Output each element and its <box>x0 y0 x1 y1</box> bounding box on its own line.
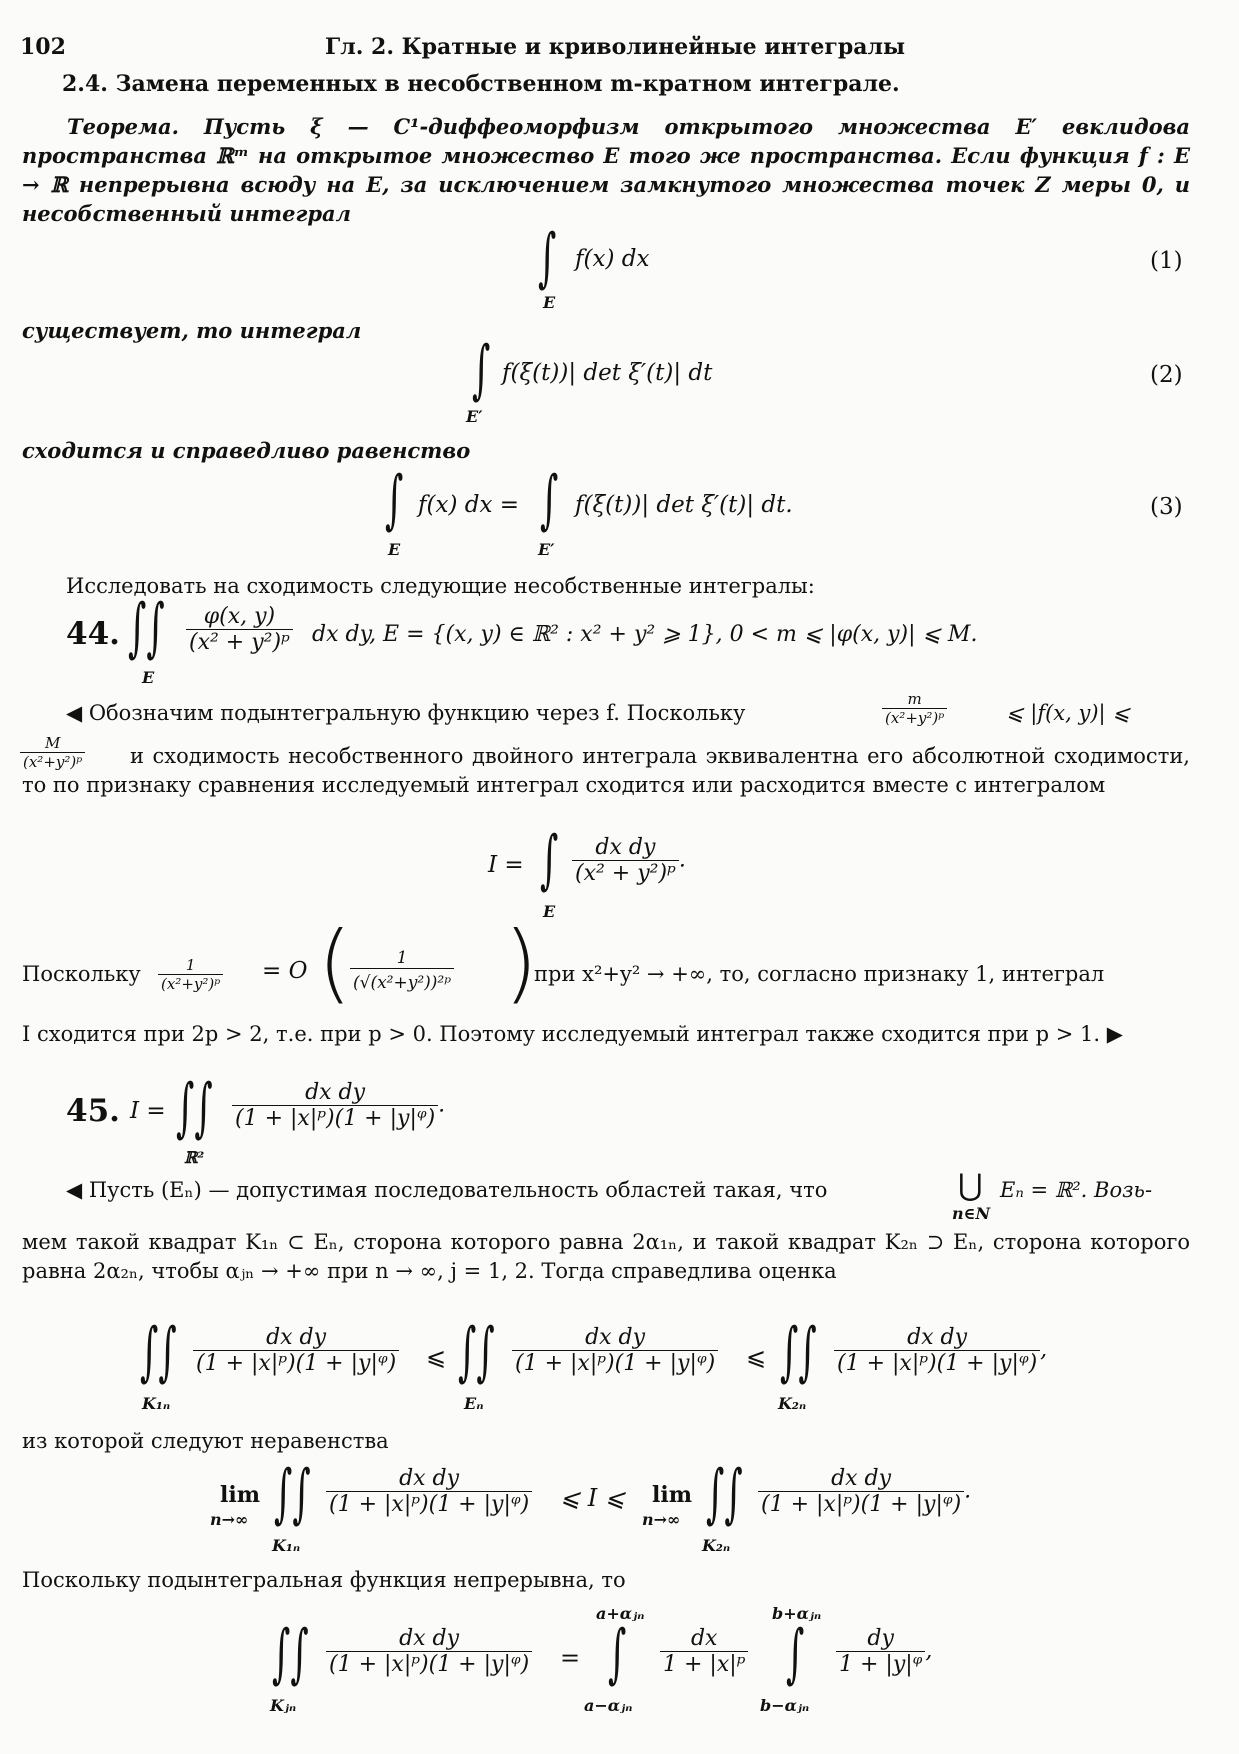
integral-sign: ∫ <box>540 463 559 537</box>
problem-44-denominator: (x² + y²)ᵖ <box>186 629 293 655</box>
double-integral-sign: ∫∫ <box>176 1071 213 1145</box>
equation-3-left: f(x) dx = <box>418 492 520 518</box>
solution-44-line-1b: ⩽ |f(x, y)| ⩽ <box>1006 701 1130 725</box>
last-integrand: $\frac{\text{dx dy}}{\text{(1 + |x|ᵖ)(1 + |y|ᵠ)}}$ <box>326 1626 532 1677</box>
lim-right: lim <box>652 1482 692 1508</box>
integral-sign: ∫ <box>385 463 404 537</box>
solution-44-fraction-2: $\frac{M}{\text{(x²+y²)ᵖ}}$ <box>20 734 85 771</box>
equation-1: f(x) dx <box>575 246 650 272</box>
integral-sign: ∫ <box>538 221 557 295</box>
double-integral-sign: ∫∫ <box>272 1617 309 1691</box>
equation-3-number: (3) <box>1150 494 1183 520</box>
lim-domain-2: K₂ₙ <box>702 1536 731 1555</box>
le-sign: ⩽ <box>746 1343 767 1371</box>
integral-sign: ∫ <box>608 1617 627 1691</box>
right-paren: ) <box>504 913 538 1013</box>
problem-44-numerator: φ(x, y) <box>203 604 276 629</box>
double-integral-sign: ∫∫ <box>274 1457 311 1531</box>
double-integral-sign: ∫∫ <box>458 1315 495 1389</box>
inequality-integrand-1: $\frac{\text{dx dy}}{\text{(1 + |x|ᵖ)(1 + |y|ᵠ)}}$ <box>193 1325 399 1376</box>
le-sign: ⩽ <box>426 1343 447 1371</box>
problem-45-number: 45. <box>66 1093 120 1129</box>
lim-left-index: n→∞ <box>210 1510 249 1529</box>
inequality-domain-1: K₁ₙ <box>142 1394 171 1413</box>
solution-45-line-1a: ◀ Пусть (Eₙ) — допустимая последовательность областей такая, что <box>66 1178 828 1202</box>
integral-I-lhs: I = <box>488 852 524 878</box>
big-o-fraction: $\frac{1}{\text{(√(x²+y²))²ᵖ}}$ <box>350 948 454 993</box>
equation-3-domain-left: E <box>388 540 401 559</box>
theorem-text <box>22 112 1190 228</box>
problem-44-tail: dx dy, E = {(x, y) ∈ ℝ² : x² + y² ⩾ 1}, 0 < m ⩽ |φ(x, y)| ⩽ M. <box>312 622 978 647</box>
solution-44-line-1a: ◀ Обозначим подынтегральную функцию через f. Поскольку <box>66 701 746 725</box>
int1-upper-limit: a+αⱼₙ <box>596 1604 645 1623</box>
problem-45-lhs: I = <box>130 1098 166 1124</box>
int2-lower-limit: b−αⱼₙ <box>760 1696 810 1715</box>
problems-intro: Исследовать на сходимость следующие несобственные интегралы: <box>66 574 815 598</box>
double-integral-sign: ∫∫ <box>706 1457 743 1531</box>
lim-middle: ⩽ I ⩽ <box>560 1484 625 1512</box>
lim-domain-1: K₁ₙ <box>272 1536 301 1555</box>
int1-integrand: $\frac{dx}{\text{1 + |x|ᵖ}}$ <box>660 1626 748 1677</box>
integral-sign: ∫ <box>540 823 559 897</box>
equals-sign: = <box>560 1644 581 1672</box>
solution-45-line-1b: Eₙ = ℝ². Возь- <box>1000 1178 1153 1202</box>
section-title: 2.4. Замена переменных в несобственном m-кратном интеграле. <box>62 71 900 97</box>
theorem-text-2: существует, то интеграл <box>22 318 362 343</box>
inequality-domain-3: K₂ₙ <box>778 1394 807 1413</box>
big-o: = O <box>262 958 308 984</box>
solution-44-paragraph: и сходимость несобственного двойного интеграла эквивалентна его абсолютной сходимости, то по признаку сравнения исследуемый интеграл сходится или расходится вместе с интегралом <box>22 744 1190 797</box>
integral-I-domain: E <box>543 902 556 921</box>
equation-3-domain-right: E′ <box>538 540 555 559</box>
equation-2: f(ξ(t))| det ξ′(t)| dt <box>502 360 713 386</box>
int2-upper-limit: b+αⱼₙ <box>772 1604 822 1623</box>
solution-44-conclusion: I сходится при 2p > 2, т.е. при p > 0. Поэтому исследуемый интеграл также сходится при p > 1. ▶ <box>22 1022 1123 1046</box>
inequality-integrand-2: $\frac{\text{dx dy}}{\text{(1 + |x|ᵖ)(1 + |y|ᵠ)}}$ <box>512 1325 718 1376</box>
lim-right-index: n→∞ <box>642 1510 681 1529</box>
union-symbol: ⋃ <box>958 1168 983 1203</box>
inequality-integrand-3: $\frac{\text{dx dy}}{\text{(1 + |x|ᵖ)(1 + |y|ᵠ)}}$ , <box>834 1325 1047 1376</box>
last-domain: Kⱼₙ <box>270 1696 297 1715</box>
problem-44-number: 44. <box>66 616 120 652</box>
solution-44-line-2a: Поскольку <box>22 962 141 986</box>
int2-integrand: $\frac{dy}{\text{1 + |y|ᵠ}}$ , <box>836 1626 932 1677</box>
problem-44-domain: E <box>142 668 155 687</box>
theorem-statement: Пусть ξ — C¹-диффеоморфизм открытого множества E′ евклидова пространства ℝᵐ на открытое множество E того же пространства. Если функция f : E → ℝ непрерывна всюду на E, за исключением замкнутого множества точек Z меры 0, и несобственный интеграл <box>22 114 1191 226</box>
equation-1-domain: E <box>543 293 556 312</box>
integral-sign: ∫ <box>786 1617 805 1691</box>
double-integral-sign: ∫∫ <box>780 1315 817 1389</box>
equation-3-right: f(ξ(t))| det ξ′(t)| dt. <box>575 492 793 518</box>
theorem-label: Теорема. <box>67 114 179 139</box>
problem-45-integrand: $\frac{\text{dx dy}}{\text{(1 + |x|ᵖ)(1 + |y|ᵠ)}}$ . <box>232 1080 445 1131</box>
problem-44-integrand <box>186 604 293 655</box>
running-title: Гл. 2. Кратные и криволинейные интегралы <box>325 34 906 60</box>
page-number: 102 <box>20 34 66 60</box>
solution-44-fraction-1: $\frac{m}{\text{(x²+y²)ᵖ}}$ <box>882 690 947 727</box>
lim-left: lim <box>220 1482 260 1508</box>
problem-45-domain: ℝ² <box>184 1148 205 1167</box>
integral-I-integrand: $\frac{\text{dx dy}}{\text{(x² + y²)ᵖ}}$ . <box>572 835 686 886</box>
int1-lower-limit: a−αⱼₙ <box>584 1696 633 1715</box>
integral-sign: ∫ <box>472 333 491 407</box>
inequality-domain-2: Eₙ <box>464 1394 484 1413</box>
equation-2-number: (2) <box>1150 362 1183 388</box>
equation-2-domain: E′ <box>466 407 483 426</box>
double-integral-sign: ∫∫ <box>128 591 165 665</box>
theorem-text-3: сходится и справедливо равенство <box>22 438 471 463</box>
solution-44-fraction-3: $\frac{1}{\text{(x²+y²)ᵖ}}$ <box>158 956 223 993</box>
solution-44-line-2b: при x²+y² → +∞, то, согласно признаку 1, интеграл <box>534 962 1105 986</box>
left-paren: ( <box>318 913 352 1013</box>
double-integral-sign: ∫∫ <box>140 1315 177 1389</box>
solution-45-paragraph: мем такой квадрат K₁ₙ ⊂ Eₙ, сторона которого равна 2α₁ₙ, и такой квадрат K₂ₙ ⊃ Eₙ, сторона которого равна 2α₂ₙ, чтобы αⱼₙ → +∞ при n → ∞, j = 1, 2. Тогда справедлива оценка <box>22 1230 1190 1283</box>
solution-45-line-3: из которой следуют неравенства <box>22 1429 389 1453</box>
solution-45-line-4: Поскольку подынтегральная функция непрерывна, то <box>22 1568 626 1592</box>
lim-integrand-1: $\frac{\text{dx dy}}{\text{(1 + |x|ᵖ)(1 + |y|ᵠ)}}$ <box>326 1466 532 1517</box>
lim-integrand-2: $\frac{\text{dx dy}}{\text{(1 + |x|ᵖ)(1 + |y|ᵠ)}}$ . <box>758 1466 971 1517</box>
equation-1-number: (1) <box>1150 248 1183 274</box>
union-index: n∈N <box>952 1204 991 1223</box>
